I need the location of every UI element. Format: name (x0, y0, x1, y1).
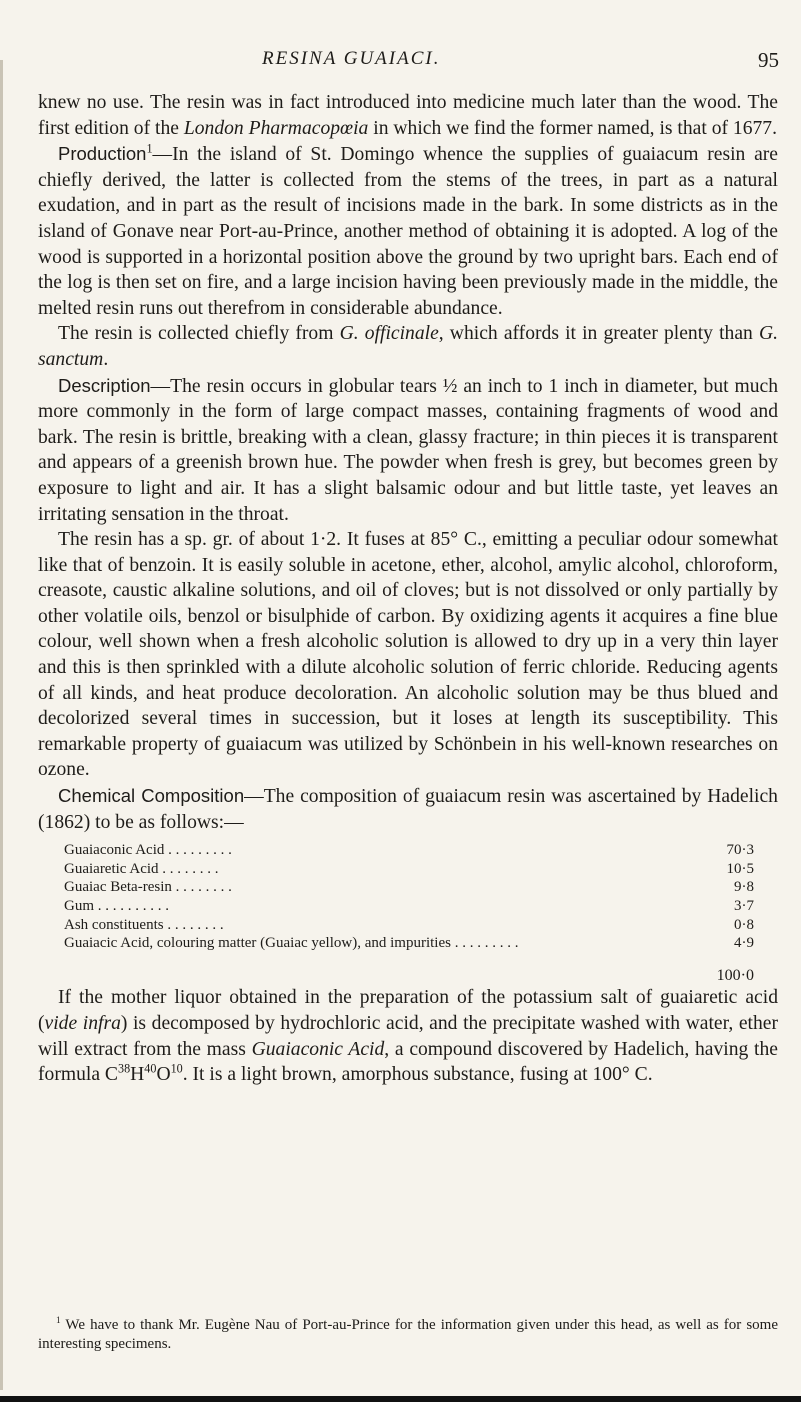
footnote (38, 1316, 778, 1353)
heading-production: Production (58, 143, 147, 165)
footnote-ref: 1 (146, 141, 153, 156)
paragraph-mother-liquor: If the mother liquor obtained in the preparation of the potassium salt of guaiaretic acid (vide infra) is decomposed by hydrochloric acid, and the precipitate washed with water, ether will extract from the mass Guaiaconic Acid, a compound discovered by Hadelich, having the formula $C^{38}H^{40}O^{10}$. It is a light brown, amorphous substance, fusing at 100° C. (38, 987, 779, 1086)
composition-label: Ash constituents . . . . . . . . (64, 916, 224, 933)
composition-row (64, 934, 754, 953)
footnote-marker: 1 (56, 1316, 61, 1326)
composition-row (64, 897, 754, 916)
composition-value: 9·8 (734, 879, 754, 896)
paragraph-chemical: Chemical Composition—The composition of guaiacum resin was ascertained by Hadelich (1862) to be as follows:— (38, 785, 778, 833)
page-number: 95 (758, 48, 779, 72)
running-head (0, 48, 801, 78)
composition-table (64, 841, 754, 985)
paragraph-description: Description—The resin occurs in globular tears ½ an inch to 1 inch in diameter, but much more commonly in the form of large compact masses, containing fragments of wood and bark. The resin is brittle, breaking with a clean, glassy fracture; in thin pieces it is transparent and appears of a greenish brown hue. The powder when fresh is grey, but becomes green by exposure to light and air. It has a slight balsamic odour and but little taste, yet leaves an irritating sensation in the throat. (38, 374, 778, 525)
composition-label: Guaiacic Acid, colouring matter (Guaiac yellow), and impurities . . . . . . . . . (64, 935, 519, 952)
scan-border (0, 1396, 801, 1402)
paragraph-production: Production$^1$—In the island of St. Domingo whence the supplies of guaiacum resin are chiefly derived, the latter is collected from the stems of the trees, in part as a natural exudation, and in part as the result of incisions made in the bark. In some districts as in the island of Gonave near Port-au-Prince, another method of obtaining it is adopted. A log of the wood is supported in a horizontal position above the ground by two upright bars. Each end of the log is then set on fire, and a large incision having been previously made in the middle, the melted resin runs out therefrom in considerable abundance. (38, 141, 778, 319)
composition-row (64, 841, 754, 860)
paragraph-intro: knew no use. The resin was in fact introduced into medicine much later than the wood. The first edition of the London Pharmacopœia in which we find the former named, is that of 1677. (38, 92, 778, 139)
heading-chemical-composition: Chemical Composition (58, 785, 245, 807)
composition-value: 70·3 (726, 842, 754, 859)
footnote-text: We have to thank Mr. Eugène Nau of Port-au-Prince for the information given under this head, as well as for some interesting specimens. (38, 1317, 778, 1352)
page-edge-shadow (0, 60, 3, 1390)
composition-rows (64, 841, 754, 985)
composition-label: Gum . . . . . . . . . . (64, 898, 169, 914)
composition-total-row (64, 953, 754, 986)
composition-label: Guaiaconic Acid . . . . . . . . . (64, 842, 232, 859)
composition-label: Guaiac Beta-resin . . . . . . . . (64, 879, 232, 896)
composition-value: 3·7 (734, 898, 754, 914)
paragraph-gravity: The resin has a sp. gr. of about 1·2. It fuses at 85° C., emitting a peculiar odour somewhat like that of benzoin. It is easily soluble in acetone, ether, alcohol, amylic alcohol, chloroform, creasote, caustic alkaline solutions, and oil of cloves; but is not dissolved or only partially by other volatile oils, benzol or bisulphide of carbon. By oxidizing agents it acquires a fine blue colour, well shown when a fresh alcoholic solution is allowed to dry up in a very thin layer and this is then sprinkled with a dilute alcoholic solution of ferric chloride. Reducing agents of all kinds, and heat produce decoloration. An alcoholic solution may be thus blued and decolorized several times in succession, but it loses at length its susceptibility. This remarkable property of guaiacum was utilized by Schönbein in his well-known researches on ozone. (38, 529, 778, 781)
composition-value: 10·5 (726, 860, 754, 877)
paragraph-collected: The resin is collected chiefly from G. officinale, which affords it in greater plenty than G. sanctum. (38, 323, 779, 370)
running-title: RESINA GUAIACI. (262, 48, 441, 69)
composition-row (64, 878, 754, 897)
composition-row (64, 860, 754, 879)
heading-description: Description (58, 374, 151, 396)
composition-label: Guaiaretic Acid . . . . . . . . (64, 860, 219, 877)
body-text (38, 90, 778, 1088)
composition-total: 100·0 (716, 966, 754, 984)
term-guaiaconic-acid: Guaiaconic Acid (251, 1038, 385, 1060)
composition-value: 0·8 (734, 916, 754, 933)
title-london-pharmacopoeia: London Pharmacopœia (183, 117, 369, 139)
composition-row (64, 916, 754, 935)
composition-value: 4·9 (734, 935, 754, 952)
